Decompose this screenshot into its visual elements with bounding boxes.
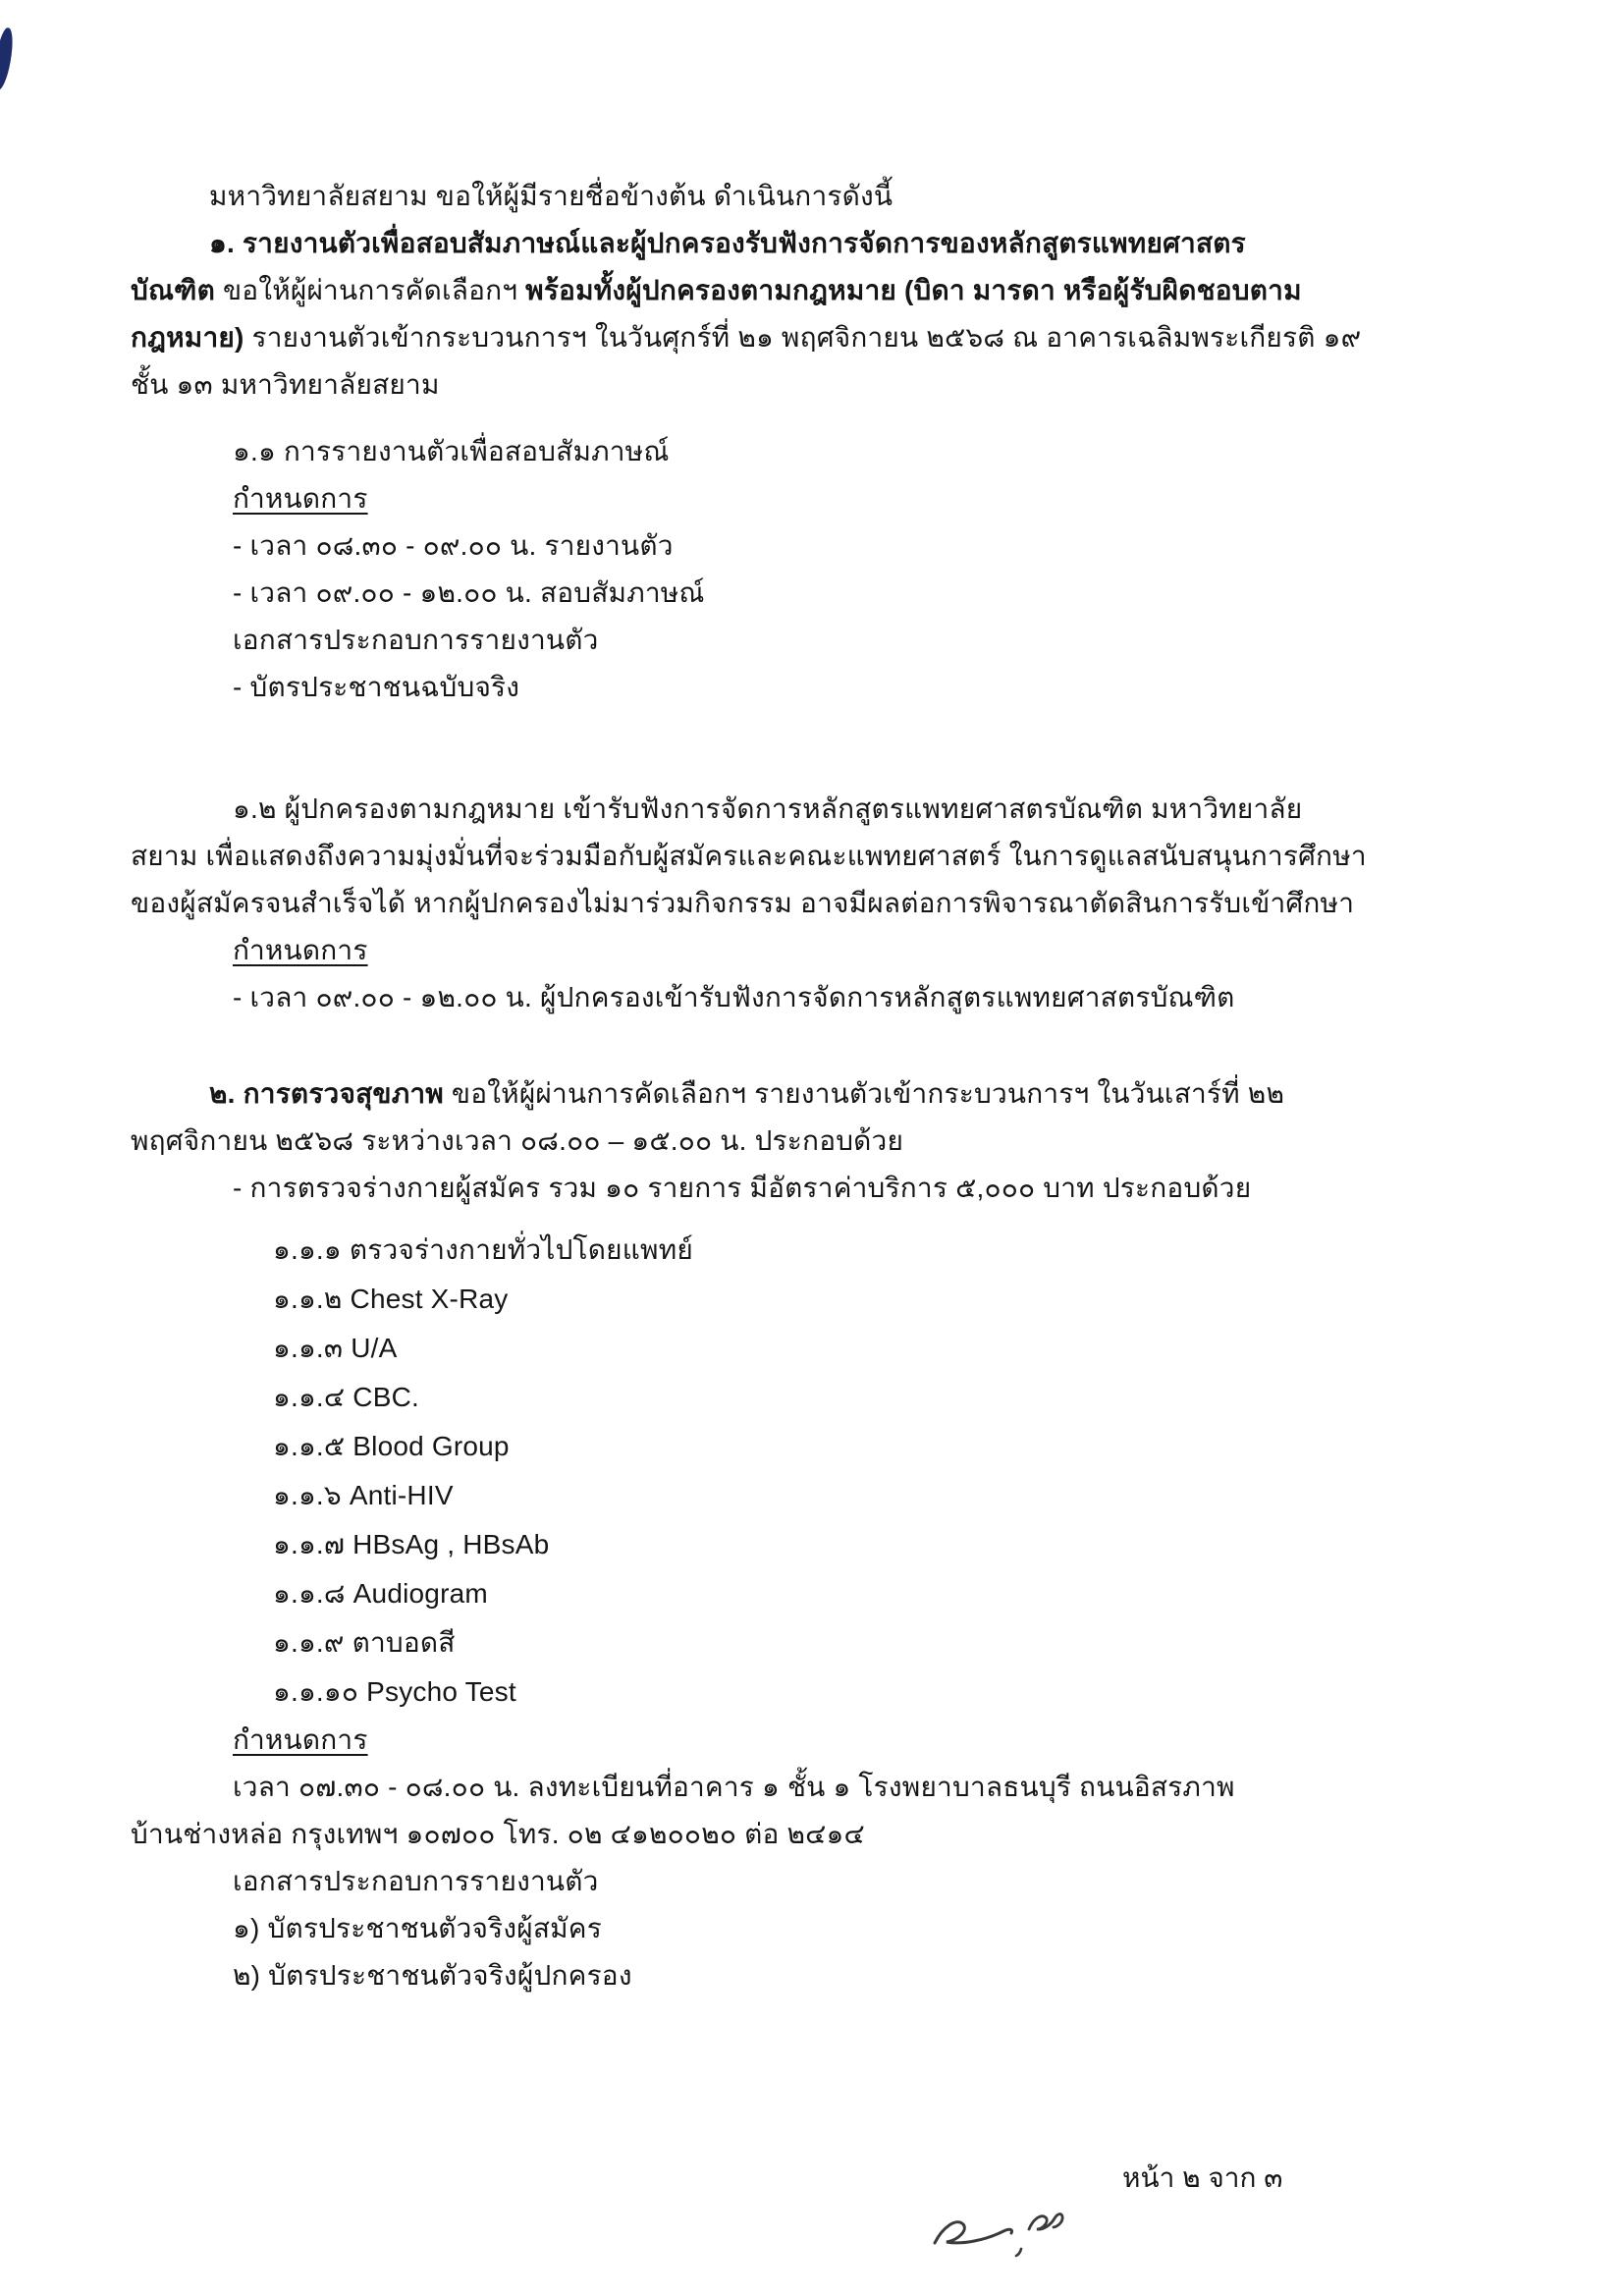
doc-line xyxy=(131,267,1495,314)
doc-line xyxy=(131,617,1495,664)
text-run: กฎหมาย) xyxy=(131,322,244,353)
doc-line xyxy=(131,786,1495,833)
doc-line xyxy=(131,1226,1495,1275)
doc-line xyxy=(131,833,1495,880)
text-run: ๒) บัตรประชาชนตัวจริงผู้ปกครอง xyxy=(233,1960,632,1991)
doc-line xyxy=(131,1569,1495,1618)
doc-line xyxy=(131,475,1495,522)
doc-line xyxy=(131,1858,1495,1905)
text-run: ๑. รายงานตัวเพื่อสอบสัมภาษณ์และผู้ปกครองรับฟังการจัดการของหลักสูตรแพทยศาสตร xyxy=(209,228,1246,258)
text-run: บ้านช่างหล่อ กรุงเทพฯ ๑๐๗๐๐ โทร. ๐๒ ๔๑๒๐๐๒๐ ต่อ ๒๔๑๔ xyxy=(131,1819,865,1849)
page-number: หน้า ๒ จาก ๓ xyxy=(1122,2162,1283,2193)
text-run: ๑.๑.๒ Chest X-Ray xyxy=(273,1284,509,1314)
doc-line xyxy=(131,361,1495,409)
doc-line xyxy=(131,1618,1495,1667)
doc-line xyxy=(131,1667,1495,1717)
text-run: ๑.๑.๔ CBC. xyxy=(273,1382,419,1412)
scan-ink-corner-mark xyxy=(0,27,16,91)
text-run: ขอให้ผู้ผ่านการคัดเลือกฯ รายงานตัวเข้ากระบวนการฯ ในวันเสาร์ที่ ๒๒ xyxy=(443,1078,1285,1109)
doc-line xyxy=(131,1118,1495,1165)
text-run: เวลา ๐๗.๓๐ - ๐๘.๐๐ น. ลงทะเบียนที่อาคาร ๑ ชั้น ๑ โรงพยาบาลธนบุรี ถนนอิสรภาพ xyxy=(233,1772,1235,1802)
text-run: - เวลา ๐๘.๓๐ - ๐๙.๐๐ น. รายงานตัว xyxy=(233,530,674,561)
text-run: ๑.๑.๑๐ Psycho Test xyxy=(273,1676,516,1707)
document-body xyxy=(131,173,1495,1999)
doc-line xyxy=(131,1905,1495,1952)
doc-line xyxy=(131,664,1495,711)
doc-line xyxy=(131,1811,1495,1858)
doc-line xyxy=(131,974,1495,1021)
doc-line xyxy=(131,1717,1495,1764)
text-run: ๑.๑.๕ Blood Group xyxy=(273,1431,510,1461)
text-run: - การตรวจร่างกายผู้สมัคร รวม ๑๐ รายการ มีอัตราค่าบริการ ๕,๐๐๐ บาท ประกอบด้วย xyxy=(233,1173,1252,1203)
text-run: ๑.๒ ผู้ปกครองตามกฎหมาย เข้ารับฟังการจัดการหลักสูตรแพทยศาสตรบัณฑิต มหาวิทยาลัย xyxy=(233,793,1303,824)
text-run: เอกสารประกอบการรายงานตัว xyxy=(233,625,599,655)
text-run: พร้อมทั้งผู้ปกครองตามกฎหมาย (บิดา มารดา หรือผู้รับผิดชอบตาม xyxy=(525,275,1302,305)
doc-line xyxy=(131,570,1495,617)
doc-line xyxy=(131,1520,1495,1569)
text-run: พฤศจิกายน ๒๕๖๘ ระหว่างเวลา ๐๘.๐๐ – ๑๕.๐๐ น. ประกอบด้วย xyxy=(131,1125,904,1156)
text-run: - บัตรประชาชนฉบับจริง xyxy=(233,672,520,702)
doc-line xyxy=(131,314,1495,361)
text-run: ๑) บัตรประชาชนตัวจริงผู้สมัคร xyxy=(233,1913,602,1943)
text-run: ๑.๑.๑ ตรวจร่างกายทั่วไปโดยแพทย์ xyxy=(273,1234,693,1265)
text-run: กำหนดการ xyxy=(233,1724,368,1755)
doc-line xyxy=(131,880,1495,927)
text-run: ขอให้ผู้ผ่านการคัดเลือกฯ xyxy=(214,275,526,305)
text-run: กำหนดการ xyxy=(233,935,368,965)
text-run: ของผู้สมัครจนสำเร็จได้ หากผู้ปกครองไม่มาร่วมกิจกรรม อาจมีผลต่อการพิจารณาตัดสินการรับเข้าศึกษา xyxy=(131,888,1355,918)
doc-line xyxy=(131,428,1495,475)
text-run: มหาวิทยาลัยสยาม ขอให้ผู้มีรายชื่อข้างต้น ดำเนินการดังนี้ xyxy=(209,181,893,211)
text-run: ๑.๑.๙ ตาบอดสี xyxy=(273,1627,456,1658)
doc-line xyxy=(131,1275,1495,1324)
doc-line xyxy=(131,1952,1495,1999)
text-run: เอกสารประกอบการรายงานตัว xyxy=(233,1866,599,1896)
text-run: บัณฑิต xyxy=(131,275,215,305)
doc-line xyxy=(131,1324,1495,1373)
doc-line xyxy=(131,1373,1495,1422)
text-run: รายงานตัวเข้ากระบวนการฯ ในวันศุกร์ที่ ๒๑ พฤศจิกายน ๒๕๖๘ ณ อาคารเฉลิมพระเกียรติ ๑๙ xyxy=(244,322,1362,353)
signature-mark xyxy=(931,2200,1068,2269)
text-run: ๒. การตรวจสุขภาพ xyxy=(209,1078,444,1109)
doc-line xyxy=(131,1764,1495,1811)
text-run: ๑.๑.๓ U/A xyxy=(273,1333,398,1363)
doc-line xyxy=(131,522,1495,570)
doc-line xyxy=(131,1471,1495,1520)
text-run: ๑.๑.๖ Anti-HIV xyxy=(273,1480,454,1510)
text-run: ๑.๑.๗ HBsAg , HBsAb xyxy=(273,1529,550,1559)
doc-line xyxy=(131,1422,1495,1471)
text-run: สยาม เพื่อแสดงถึงความมุ่งมั่นที่จะร่วมมือกับผู้สมัครและคณะแพทยศาสตร์ ในการดูแลสนับสนุนการศึกษา xyxy=(131,841,1367,871)
doc-line xyxy=(131,173,1495,220)
text-run: ๑.๑.๘ Audiogram xyxy=(273,1578,488,1609)
doc-line xyxy=(131,1070,1495,1118)
text-run: - เวลา ๐๙.๐๐ - ๑๒.๐๐ น. ผู้ปกครองเข้ารับฟังการจัดการหลักสูตรแพทยศาสตรบัณฑิต xyxy=(233,982,1235,1012)
text-run: - เวลา ๐๙.๐๐ - ๑๒.๐๐ น. สอบสัมภาษณ์ xyxy=(233,577,705,608)
text-run: ชั้น ๑๓ มหาวิทยาลัยสยาม xyxy=(131,369,440,400)
text-run: กำหนดการ xyxy=(233,483,368,514)
text-run: ๑.๑ การรายงานตัวเพื่อสอบสัมภาษณ์ xyxy=(233,436,670,466)
doc-line xyxy=(131,1165,1495,1212)
doc-line xyxy=(131,220,1495,267)
doc-line xyxy=(131,927,1495,974)
